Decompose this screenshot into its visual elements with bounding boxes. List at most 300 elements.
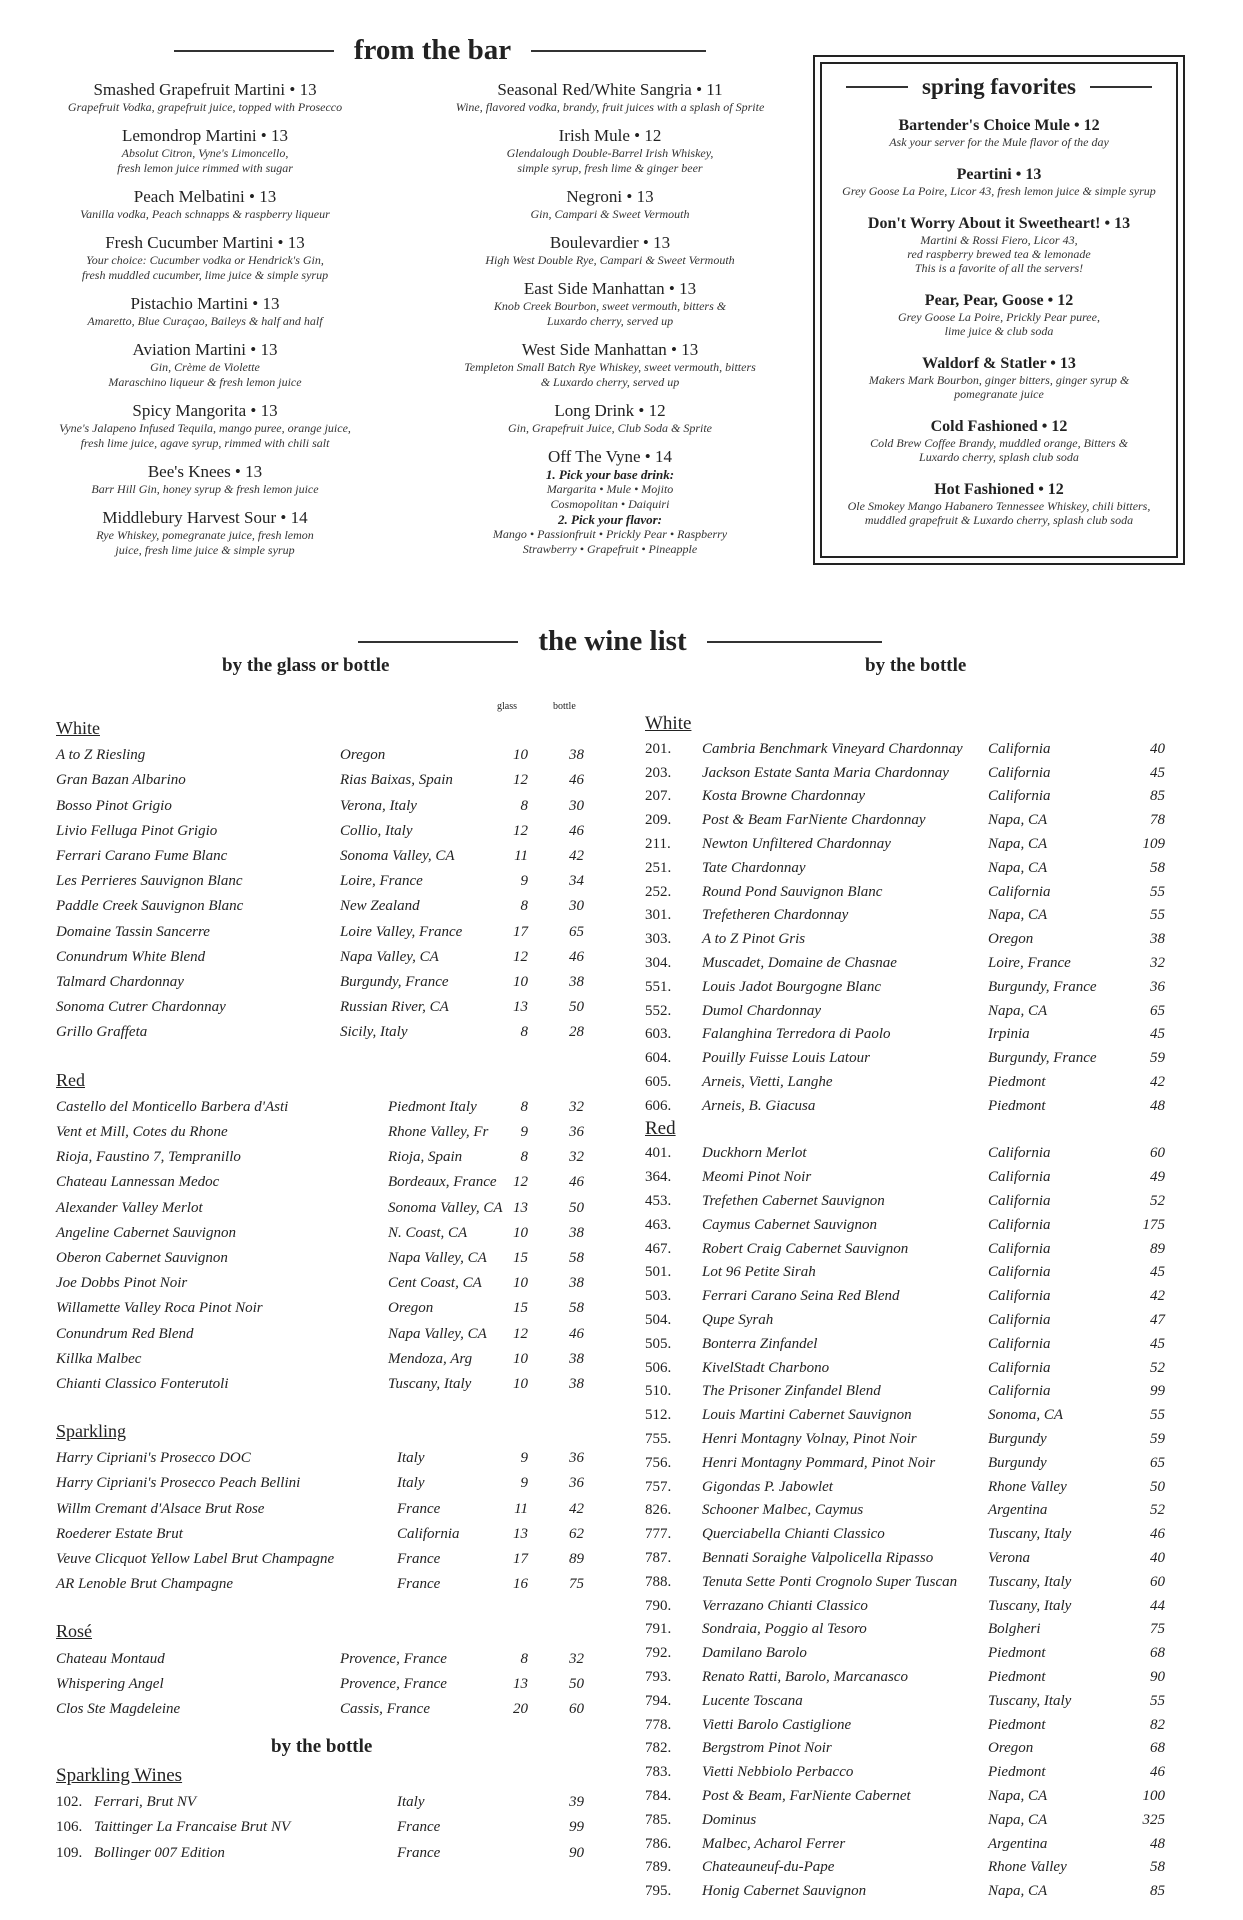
wine-region: California [988, 764, 1051, 781]
wine-name: Lucente Toscana [702, 1692, 803, 1709]
wine-region: California [988, 1240, 1051, 1257]
wine-name: Dumol Chardonnay [702, 1002, 822, 1019]
bottle-price: 45 [1150, 1264, 1165, 1281]
bottle-price: 46 [569, 948, 584, 965]
wine-row [645, 1332, 1185, 1356]
wine-region: Oregon [340, 747, 386, 764]
vyne-flavor-options: Mango • Passionfruit • Prickly Pear • Raspberry [492, 527, 728, 541]
wine-row [645, 903, 1185, 927]
glass-section-title: Red [56, 1069, 85, 1090]
bottle-price: 89 [1150, 1240, 1165, 1257]
bottle-price: 38 [569, 1350, 584, 1367]
spring-item [822, 116, 1176, 149]
wine-region: California [988, 1383, 1051, 1400]
drink-description: Glendalough Double-Barrel Irish Whiskey, [506, 146, 714, 160]
bottle-price: 38 [569, 974, 584, 990]
wine-name: Sondraia, Poggio al Tesoro [702, 1621, 867, 1638]
wine-row [645, 1475, 1185, 1499]
bottle-price: 45 [1150, 1026, 1165, 1043]
wine-name: Conundrum Red Blend [56, 1325, 194, 1342]
bin-number: 463. [645, 1216, 672, 1233]
glass-price: 20 [513, 1701, 528, 1718]
wine-region: California [988, 1312, 1051, 1328]
bin-number: 201. [645, 740, 672, 757]
glass-price: 13 [513, 999, 528, 1016]
glass-price: 10 [513, 1375, 528, 1392]
wine-region: Napa, CA [988, 859, 1048, 876]
bin-number: 453. [645, 1193, 672, 1209]
bin-number: 788. [645, 1573, 672, 1590]
drink-description: Gin, Grapefruit Juice, Club Soda & Sprite [508, 421, 712, 435]
spring-favorites-inner [820, 62, 1178, 558]
wine-row [645, 1641, 1185, 1665]
drink-description: Luxardo cherry, served up [546, 314, 674, 328]
left-bottle-heading: by the bottle [271, 1736, 373, 1758]
wine-name: Chateau Lannessan Medoc [56, 1174, 220, 1191]
bottle-price: 36 [1150, 978, 1165, 995]
wine-region: Burgundy, France [340, 974, 449, 990]
drink-name: Off The Vyne • 14 [548, 447, 672, 466]
wine-row [645, 1784, 1185, 1808]
bottle-price: 46 [569, 772, 584, 789]
glass-price: 12 [513, 948, 528, 965]
wine-region: Piedmont [988, 1716, 1046, 1733]
drink-name: West Side Manhattan • 13 [521, 340, 699, 359]
bottle-price: 48 [1150, 1835, 1165, 1852]
wine-name: Sonoma Cutrer Chardonnay [56, 999, 226, 1016]
wine-name: Dominus [702, 1811, 757, 1828]
wine-name: Caymus Cabernet Sauvignon [702, 1216, 877, 1233]
wine-name: Conundrum White Blend [56, 948, 206, 965]
bottle-price: 38 [569, 1275, 584, 1292]
drink-item [55, 80, 355, 115]
glass-price: 8 [520, 1149, 528, 1166]
bottle-price: 175 [1142, 1216, 1165, 1233]
wine-row [56, 1446, 586, 1470]
spring-item [822, 165, 1176, 198]
drink-description: fresh muddled cucumber, lime juice & simple syrup [81, 268, 329, 282]
wine-name: Livio Felluga Pinot Grigio [56, 822, 218, 839]
wine-region: Napa, CA [988, 907, 1048, 924]
drink-description: Knob Creek Bourbon, sweet vermouth, bitters & [493, 299, 727, 313]
wine-name: Bosso Pinot Grigio [56, 797, 172, 814]
drink-description: Absolut Citron, Vyne's Limoncello, [121, 146, 289, 160]
bottle-price: 52 [1150, 1502, 1165, 1519]
bin-number: 301. [645, 907, 672, 924]
wine-row [645, 1094, 1185, 1118]
wine-row [56, 1697, 586, 1721]
wine-name: Oberon Cabernet Sauvignon [56, 1249, 228, 1266]
wine-row [645, 1832, 1185, 1856]
drink-name: Smashed Grapefruit Martini • 13 [93, 80, 317, 99]
drink-item [55, 508, 355, 558]
wine-name: Falanghina Terredora di Paolo [702, 1026, 891, 1043]
wine-name: Bonterra Zinfandel [702, 1335, 818, 1352]
wine-row [56, 1672, 586, 1696]
bin-number: 501. [645, 1264, 672, 1281]
bottle-price: 45 [1150, 1335, 1165, 1352]
bin-number: 401. [645, 1145, 672, 1162]
bottle-price: 42 [569, 1500, 584, 1517]
spring-item-description: Makers Mark Bourbon, ginger bitters, ginger syrup & [868, 373, 1130, 387]
wine-row [56, 1572, 586, 1596]
wine-region: Verona, Italy [340, 797, 417, 814]
bin-number: 782. [645, 1740, 672, 1757]
wine-region: Rhone Valley [988, 1859, 1067, 1876]
wine-row [645, 1713, 1185, 1737]
glass-price: 12 [513, 822, 528, 839]
spring-item-name: Peartini • 13 [956, 166, 1042, 183]
bottle-price: 85 [1150, 1883, 1165, 1900]
wine-region: Russian River, CA [340, 999, 449, 1016]
wine-region: California [988, 788, 1051, 805]
wine-region: Napa Valley, CA [340, 948, 439, 965]
bottle-price: 40 [1150, 1550, 1165, 1566]
bottle-price: 45 [1150, 764, 1165, 781]
bottle-price: 32 [569, 1650, 584, 1667]
glass-price: 13 [513, 1675, 528, 1692]
wine-row [56, 995, 586, 1019]
spring-items [822, 116, 1176, 527]
wine-region: Bolgheri [988, 1621, 1041, 1638]
bottle-price: 46 [569, 822, 584, 839]
bin-number: 787. [645, 1550, 672, 1566]
bin-number: 512. [645, 1407, 672, 1424]
wine-name: Tate Chardonnay [702, 859, 806, 876]
wine-row [645, 808, 1185, 832]
wine-name: The Prisoner Zinfandel Blend [702, 1383, 881, 1400]
bottle-section-title: White [645, 713, 692, 734]
bottle-price: 47 [1150, 1312, 1165, 1328]
vyne-step-1: 1. Pick your base drink: [545, 467, 675, 482]
bottle-price: 60 [569, 1701, 584, 1718]
wine-row [56, 1120, 586, 1144]
glass-price: 9 [520, 1123, 528, 1140]
spring-heading [822, 74, 1176, 100]
bottle-price: 44 [1150, 1597, 1165, 1614]
bottle-price: 90 [1150, 1669, 1165, 1685]
glass-price: 9 [520, 873, 528, 890]
wine-region: France [397, 1844, 441, 1861]
wine-name: Muscadet, Domaine de Chasnae [702, 955, 897, 971]
wine-row [645, 1546, 1185, 1570]
wine-row [56, 920, 586, 944]
wine-region: California [988, 883, 1051, 900]
bottle-price: 89 [569, 1551, 584, 1568]
sparkling-wines-title: Sparkling Wines [56, 1765, 183, 1787]
bottle-price: 46 [569, 1174, 584, 1191]
drink-description: Wine, flavored vodka, brandy, fruit juices with a splash of Sprite [455, 100, 765, 114]
bottle-price: 49 [1150, 1169, 1165, 1186]
wine-name: Joe Dobbs Pinot Noir [56, 1275, 188, 1292]
wine-region: Argentina [988, 1835, 1048, 1852]
bottle-price: 55 [1150, 1692, 1165, 1709]
drink-description: High West Double Rye, Campari & Sweet Vermouth [485, 253, 735, 267]
wine-name: Bollinger 007 Edition [94, 1844, 225, 1861]
wine-region: Burgundy, France [988, 978, 1097, 995]
wine-region: Sonoma, CA [988, 1407, 1063, 1424]
glass-price: 17 [513, 923, 528, 940]
wine-region: Piedmont [988, 1645, 1046, 1662]
glass-price: 10 [513, 974, 528, 990]
bottle-price: 50 [569, 999, 584, 1016]
wine-name: Willamette Valley Roca Pinot Noir [56, 1300, 263, 1317]
wine-region: Sonoma Valley, CA [388, 1199, 503, 1216]
wine-row [56, 1547, 586, 1571]
glass-price: 12 [513, 772, 528, 789]
bottle-heading: by the bottle [865, 655, 967, 676]
bottle-price: 55 [1150, 1407, 1165, 1424]
bin-number: 207. [645, 788, 672, 805]
wine-row [56, 1471, 586, 1495]
wine-name: Alexander Valley Merlot [56, 1199, 203, 1216]
wine-region: Rhone Valley [988, 1478, 1067, 1495]
vyne-base-options: Cosmopolitan • Daiquiri [550, 497, 670, 511]
bottle-price: 46 [569, 1325, 584, 1342]
wine-row [56, 1347, 586, 1371]
wine-region: France [397, 1551, 441, 1568]
bottle-price: 38 [1150, 931, 1165, 948]
wine-row [645, 1665, 1185, 1689]
bar-column-right [440, 80, 780, 568]
wine-region: Sonoma Valley, CA [340, 848, 455, 864]
wine-region: Loire, France [988, 955, 1071, 971]
wine-region: California [988, 1335, 1051, 1352]
wine-row [56, 894, 586, 918]
wine-region: California [988, 1169, 1051, 1186]
bottle-price: 59 [1150, 1050, 1165, 1067]
wine-name: Henri Montagny Volnay, Pinot Noir [702, 1431, 917, 1447]
wine-region: Burgundy [988, 1454, 1047, 1471]
wine-region: Cent Coast, CA [388, 1275, 482, 1292]
wine-region: Italy [397, 1475, 425, 1492]
wine-region: Piedmont [988, 1669, 1046, 1685]
spring-item-description: pomegranate juice [954, 387, 1044, 401]
wine-row [645, 927, 1185, 951]
bottle-price: 78 [1150, 812, 1165, 829]
drink-name: Lemondrop Martini • 13 [121, 126, 288, 145]
wine-region: Napa, CA [988, 1002, 1048, 1019]
spring-favorites-box [813, 55, 1185, 565]
wine-name: Louis Martini Cabernet Sauvignon [702, 1407, 912, 1424]
wine-name: Newton Unfiltered Chardonnay [702, 836, 891, 852]
wine-name: Harry Cipriani's Prosecco Peach Bellini [56, 1475, 301, 1492]
wine-region: New Zealand [340, 898, 420, 915]
bottle-price: 100 [1142, 1788, 1165, 1804]
drink-description: Rye Whiskey, pomegranate juice, fresh lemon [96, 528, 314, 542]
wine-region: Italy [397, 1794, 425, 1811]
bottle-price: 30 [569, 797, 584, 814]
glass-price: 8 [520, 898, 528, 915]
drink-description: fresh lime juice, agave syrup, rimmed with chili salt [80, 436, 330, 450]
wine-row [56, 1170, 586, 1194]
spring-item [822, 480, 1176, 527]
drink-item [440, 401, 780, 436]
bottle-price: 65 [569, 923, 584, 940]
bin-number: 755. [645, 1431, 672, 1447]
glass-section-title: White [56, 718, 100, 738]
glass-price: 17 [513, 1551, 528, 1568]
wine-name: Harry Cipriani's Prosecco DOC [56, 1450, 251, 1467]
wine-name: Rioja, Faustino 7, Tempranillo [56, 1149, 241, 1166]
bin-number: 467. [645, 1240, 672, 1257]
bin-number: 791. [645, 1621, 672, 1638]
bottle-price: 90 [569, 1844, 584, 1861]
wine-row [56, 768, 586, 792]
wine-name: Trefethen Cabernet Sauvignon [702, 1193, 885, 1209]
drink-description: simple syrup, fresh lime & ginger beer [517, 161, 703, 175]
wine-region: California [988, 1145, 1051, 1162]
wine-region: Tuscany, Italy [988, 1597, 1072, 1614]
bin-number: 552. [645, 1002, 672, 1019]
drink-item [55, 233, 355, 283]
wine-row [645, 832, 1185, 856]
bin-number: 211. [645, 836, 671, 852]
wine-region: Cassis, France [340, 1701, 430, 1718]
wine-name: Damilano Barolo [702, 1645, 807, 1662]
bottle-price: 68 [1150, 1740, 1165, 1757]
wine-name: Qupe Syrah [702, 1312, 774, 1328]
spring-item [822, 291, 1176, 338]
off-the-vyne-item [440, 447, 780, 557]
wine-name: Verrazano Chianti Classico [702, 1597, 868, 1614]
wine-name: Taittinger La Francaise Brut NV [94, 1819, 291, 1836]
bin-number: 551. [645, 978, 672, 995]
wine-name: Paddle Creek Sauvignon Blanc [56, 898, 244, 915]
wine-name: Domaine Tassin Sancerre [56, 923, 210, 940]
wine-name: Lot 96 Petite Sirah [702, 1264, 816, 1281]
glass-price: 12 [513, 1325, 528, 1342]
glass-column-header: glass [497, 701, 517, 712]
drink-item [55, 462, 355, 497]
wine-name: Jackson Estate Santa Maria Chardonnay [702, 764, 949, 781]
drink-name: Fresh Cucumber Martini • 13 [105, 233, 305, 252]
wine-name: AR Lenoble Brut Champagne [56, 1576, 234, 1593]
wine-row [645, 1427, 1185, 1451]
wine-row [645, 761, 1185, 785]
wine-region: Piedmont [988, 1097, 1046, 1114]
wine-row [645, 1379, 1185, 1403]
wine-row [645, 1237, 1185, 1261]
wine-name: Veuve Clicquot Yellow Label Brut Champagne [56, 1551, 335, 1568]
bottle-price: 55 [1150, 883, 1165, 900]
wine-row [645, 1808, 1185, 1832]
wine-name: Bennati Soraighe Valpolicella Ripasso [702, 1550, 934, 1566]
wine-row [645, 1141, 1185, 1165]
wine-row [56, 1322, 586, 1346]
drink-name: Peach Melbatini • 13 [133, 187, 277, 206]
wine-region: California [988, 740, 1051, 757]
wine-name: Bergstrom Pinot Noir [702, 1740, 832, 1757]
wine-region: Bordeaux, France [388, 1174, 497, 1191]
wine-region: Rhone Valley, Fr [388, 1123, 489, 1140]
spring-item-description: red raspberry brewed tea & lemonade [907, 247, 1091, 261]
wine-region: Loire, France [340, 873, 423, 890]
wine-row [56, 1145, 586, 1169]
wine-row [56, 1647, 586, 1671]
bar-column-left [55, 80, 355, 569]
wine-region: France [397, 1576, 441, 1593]
wine-row [56, 794, 586, 818]
bottle-price: 50 [569, 1199, 584, 1216]
spring-item [822, 354, 1176, 401]
drink-description: Maraschino liqueur & fresh lemon juice [108, 375, 302, 389]
wine-name: KivelStadt Charbono [702, 1359, 830, 1376]
bin-number: 757. [645, 1478, 672, 1495]
bottle-price: 60 [1150, 1145, 1165, 1162]
wine-name: Kosta Browne Chardonnay [702, 788, 866, 805]
wine-title: the wine list [538, 625, 687, 657]
drink-description: Your choice: Cucumber vodka or Hendrick's Gin, [86, 253, 324, 267]
wine-region: Napa, CA [988, 1883, 1048, 1900]
wine-region: Tuscany, Italy [988, 1692, 1072, 1709]
bin-number: 605. [645, 1074, 672, 1090]
wine-region: Provence, France [340, 1675, 447, 1692]
wine-row [645, 975, 1185, 999]
wine-row [645, 1570, 1185, 1594]
glass-price: 11 [514, 1500, 528, 1517]
bottle-price: 30 [569, 898, 584, 915]
wine-row [645, 1284, 1185, 1308]
wine-region: Collio, Italy [340, 822, 413, 839]
bin-number: 778. [645, 1716, 672, 1733]
wine-region: Oregon [988, 931, 1034, 948]
bin-number: 505. [645, 1335, 672, 1352]
wine-name: Schooner Malbec, Caymus [702, 1502, 864, 1519]
bottle-price: 85 [1150, 788, 1165, 805]
drink-name: Spicy Mangorita • 13 [132, 401, 278, 420]
bin-number: 783. [645, 1764, 672, 1781]
bin-number: 792. [645, 1645, 672, 1662]
bottle-price: 75 [1150, 1621, 1165, 1638]
wine-name: Chateau Montaud [56, 1650, 165, 1667]
wine-name: Arneis, Vietti, Langhe [702, 1074, 833, 1090]
drink-item [55, 126, 355, 176]
bin-number: 794. [645, 1692, 672, 1709]
bin-number: 603. [645, 1026, 672, 1043]
spring-item-description: Ole Smokey Mango Habanero Tennessee Whiskey, chili bitters, [847, 499, 1151, 513]
bottle-price: 75 [569, 1576, 584, 1593]
wine-row [645, 1046, 1185, 1070]
wine-row [645, 951, 1185, 975]
wine-row [645, 1451, 1185, 1475]
wine-name: Vent et Mill, Cotes du Rhone [56, 1123, 228, 1140]
wine-name: Round Pond Sauvignon Blanc [702, 883, 883, 900]
bin-number: 790. [645, 1597, 672, 1614]
wine-name: Post & Beam, FarNiente Cabernet [702, 1788, 911, 1804]
wine-row [56, 1522, 586, 1546]
drink-description: Gin, Crème de Violette [150, 360, 260, 374]
bin-number: 786. [645, 1835, 672, 1852]
bottle-price: 36 [569, 1475, 584, 1492]
drink-name: Middlebury Harvest Sour • 14 [102, 508, 308, 527]
drink-description: Grapefruit Vodka, grapefruit juice, topped with Prosecco [67, 100, 343, 114]
glass-heading: by the glass or bottle [222, 655, 390, 676]
wine-name: Chianti Classico Fonterutoli [56, 1375, 229, 1392]
bottle-price: 58 [1150, 1859, 1165, 1876]
wine-row [56, 1020, 586, 1044]
wine-region: California [988, 1193, 1051, 1209]
wine-row [645, 1760, 1185, 1784]
wine-row [56, 1246, 586, 1270]
bin-number: 504. [645, 1312, 672, 1328]
wine-row [645, 737, 1185, 761]
wine-row [645, 1498, 1185, 1522]
glass-price: 13 [513, 1199, 528, 1216]
glass-price: 12 [513, 1174, 528, 1191]
glass-price: 9 [520, 1475, 528, 1492]
drink-name: Irish Mule • 12 [558, 126, 662, 145]
